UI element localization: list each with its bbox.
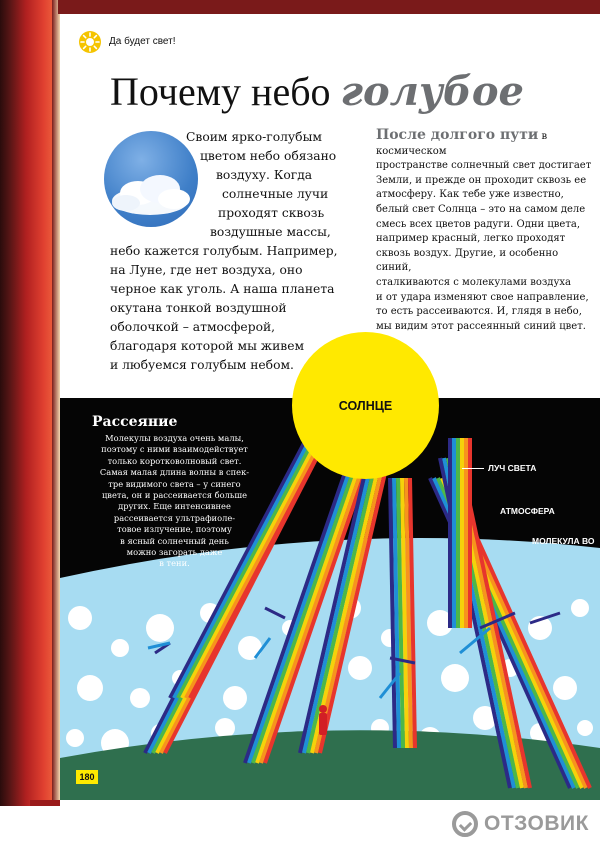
scattering-line: товое излучение, поэтому [117, 524, 232, 535]
side-column-line: например красный, легко проходят [376, 233, 566, 245]
scattering-line: в тени. [159, 558, 190, 569]
scattering-line: Молекулы воздуха очень малы, [105, 433, 244, 443]
side-column-lead: После долгого пути [376, 127, 539, 143]
scattering-line: других. Еще интенсивнее [118, 501, 231, 512]
sun-label: СОЛНЦЕ [338, 398, 393, 413]
scattering-line: Самая малая длина волны в спек- [99, 467, 250, 478]
intro-line: благодаря которой мы живем [110, 339, 305, 353]
scattering-line: только коротковолновый свет. [107, 455, 242, 466]
air-molecule [348, 656, 372, 680]
watermark-text: ОТЗОВИК [484, 812, 589, 835]
intro-line: оболочкой – атмосферой, [110, 320, 276, 334]
intro-line: воздуху. Когда [216, 168, 313, 182]
intro-line: и любуемся голубым небом. [110, 358, 294, 372]
scattering-line: в ясный солнечный день [120, 535, 229, 546]
page-title [110, 68, 524, 115]
intro-line: черное как уголь. А наша планета [110, 282, 335, 296]
intro-line: воздушные массы, [210, 225, 331, 239]
side-column-line: смесь всех цветов радуги. Одни цвета, [376, 218, 581, 230]
intro-line: цветом небо обязано [200, 149, 337, 163]
atmosphere-label: АТМОСФЕРА [500, 506, 555, 516]
intro-line: окутана тонкой воздушной [110, 301, 287, 315]
scattering-line: тре видимого света – у синего [108, 478, 241, 489]
side-column-line: в космическом [376, 131, 548, 157]
side-column-line: атмосферу. Как тебе уже известно, [376, 189, 564, 201]
air-molecule [77, 675, 103, 701]
title-accent: голубое [340, 68, 524, 115]
air-molecule [238, 636, 262, 660]
title-main: Почему небо [110, 69, 331, 114]
side-column-line: пространстве солнечный свет достигает [376, 160, 592, 172]
watermark [452, 808, 589, 840]
ray-label: ЛУЧ СВЕТА [462, 463, 536, 473]
side-column-text [376, 128, 594, 334]
scattering-line: поэтому с ними взаимодействует [101, 444, 248, 455]
air-molecule [146, 614, 174, 642]
air-molecule [130, 688, 150, 708]
side-column-line: сквозь воздух. Другие, и особенно синий, [376, 247, 559, 274]
page-edges [52, 0, 60, 815]
scattering-line: цвета, он и рассеивается больше [101, 490, 248, 501]
scattering-box [92, 414, 257, 570]
air-molecule [66, 729, 84, 747]
intro-line: солнечные лучи [222, 187, 329, 201]
scattering-text [92, 433, 257, 570]
sun-logo-icon [78, 30, 102, 54]
side-column-line: то есть рассеиваются. И, глядя в небо, [376, 306, 582, 318]
air-molecule [441, 664, 469, 692]
side-column-line: и от удара изменяют свое направление, [376, 291, 589, 303]
side-column-line: мы видим этот рассеянный синий цвет. [376, 320, 586, 332]
side-column-line: Земли, и прежде он проходит сквозь ее [376, 174, 587, 186]
side-column-line: сталкиваются с молекулами воздуха [376, 276, 571, 288]
intro-line: Своим ярко-голубым [186, 130, 322, 144]
person-figure [319, 705, 327, 735]
air-molecule [577, 720, 593, 736]
page-number: 180 [76, 770, 98, 784]
molecule-label: МОЛЕКУЛА ВО [532, 536, 595, 546]
book-spine [0, 0, 58, 815]
section-tag: Да будет свет! [109, 36, 176, 47]
watermark-logo-icon [452, 811, 478, 837]
air-molecule [553, 676, 577, 700]
air-molecule [111, 639, 129, 657]
air-molecule [68, 606, 92, 630]
sun [292, 332, 439, 479]
scattering-line: рассеивается ультрафиоле- [113, 512, 236, 523]
side-column-line: белый свет Солнца – это на самом деле [376, 203, 586, 215]
air-molecule [215, 718, 235, 738]
air-molecule [571, 599, 589, 617]
sky-photo [104, 131, 198, 227]
intro-line: проходят сквозь [218, 206, 325, 220]
scattering-title: Рассеяние [92, 414, 178, 430]
air-molecule [223, 686, 247, 710]
intro-line: на Луне, где нет воздуха, оно [110, 263, 303, 277]
intro-line: небо кажется голубым. Например, [110, 244, 338, 258]
book-cover-top [58, 0, 600, 14]
scattering-line: можно загорать даже [126, 547, 223, 558]
